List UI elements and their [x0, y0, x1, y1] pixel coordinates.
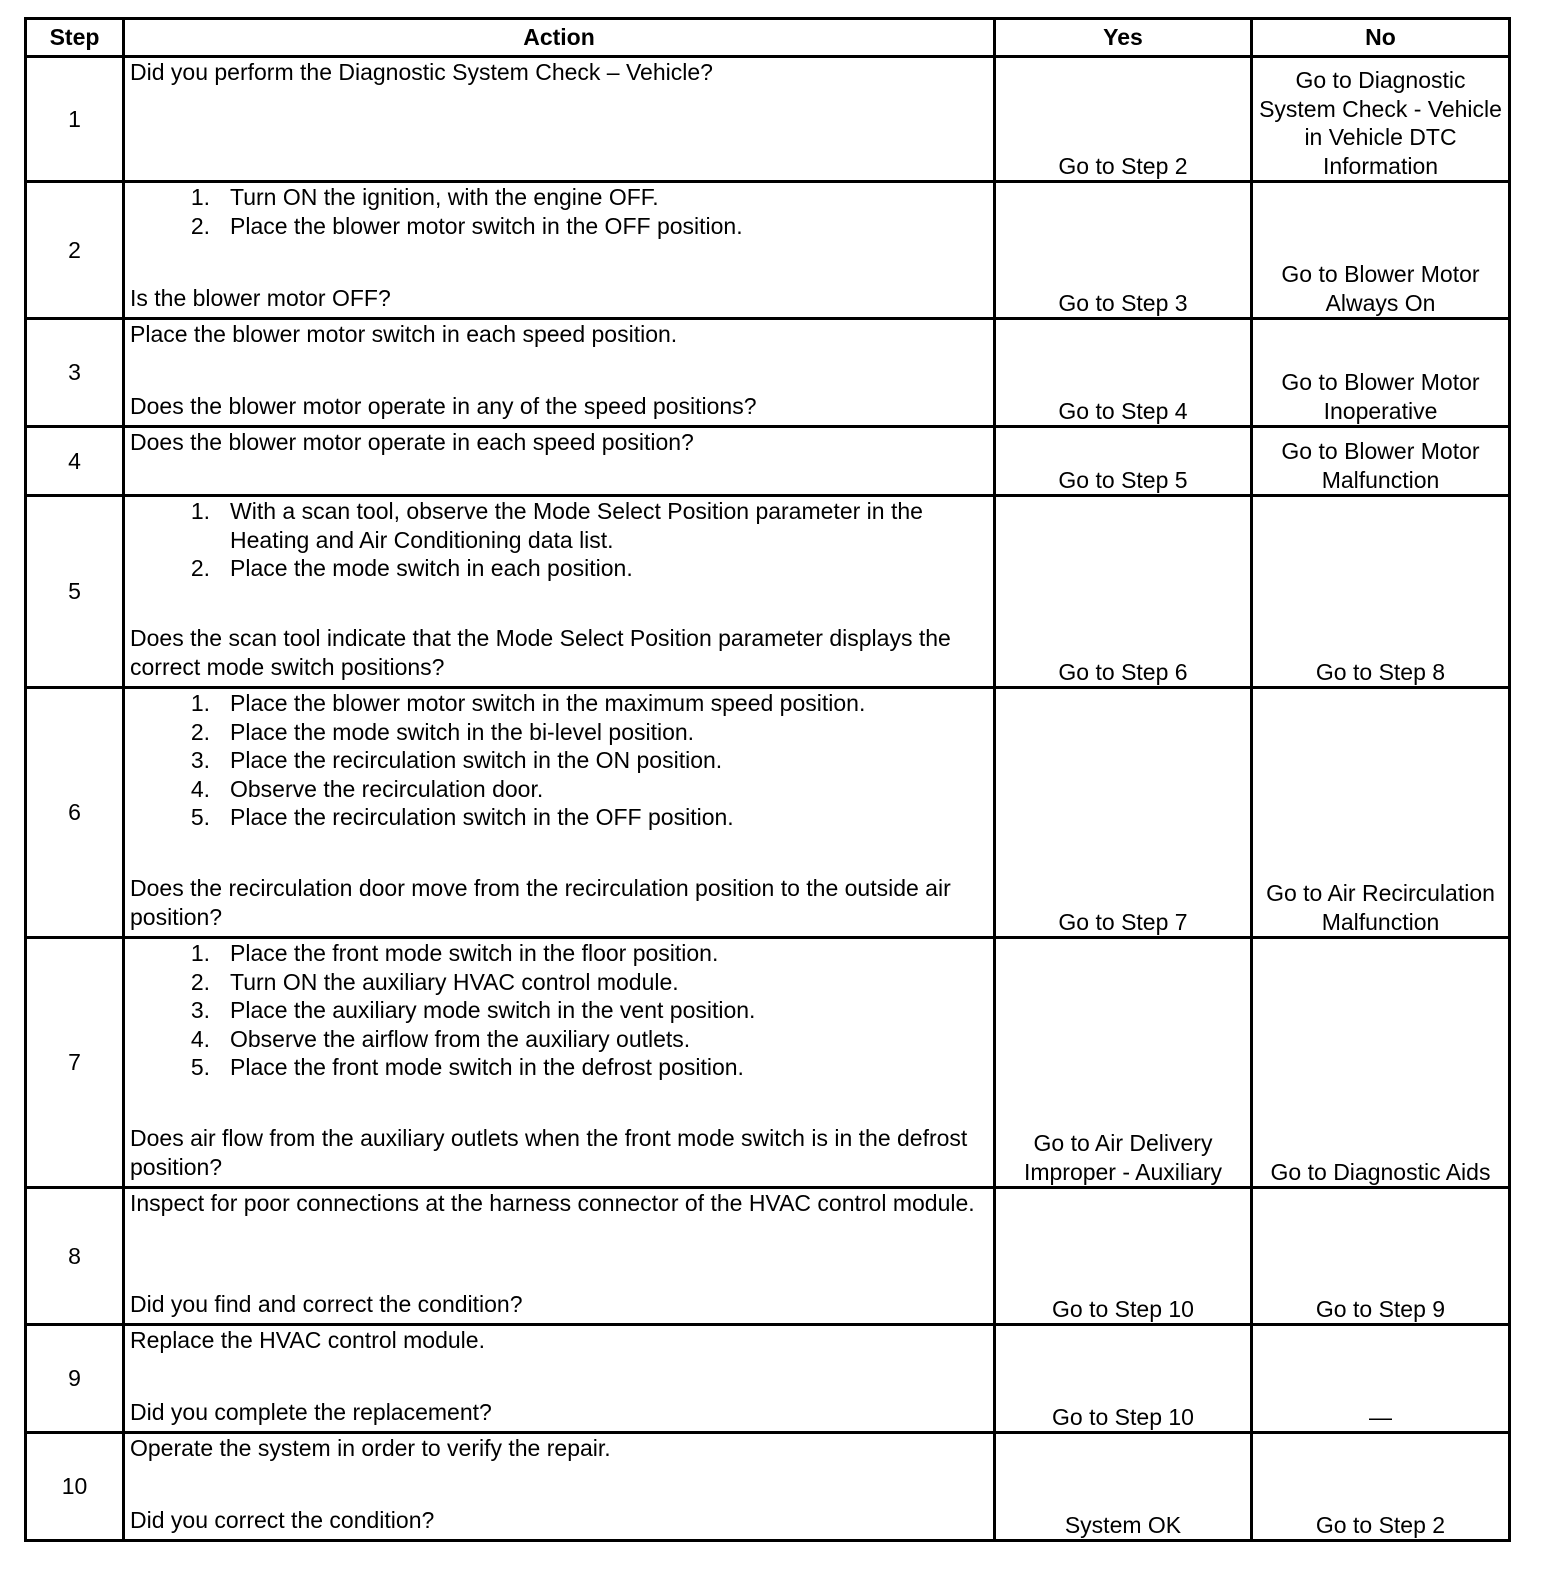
header-yes: Yes [995, 19, 1252, 57]
no-outcome: Go to Blower Motor Malfunction [1252, 427, 1510, 496]
step-item-number: 3. [190, 747, 210, 773]
step-item-number: 2. [190, 968, 210, 995]
step-number: 7 [26, 938, 124, 1188]
action-step-item [180, 689, 988, 718]
no-outcome: Go to Blower Motor Always On [1252, 182, 1510, 319]
table-row [26, 57, 1510, 182]
action-cell [124, 1188, 995, 1325]
step-item-text: Place the blower motor switch in the maximum speed position. [230, 690, 866, 716]
step-item-text: Place the mode switch in each position. [230, 555, 633, 581]
yes-outcome: Go to Step 4 [995, 319, 1252, 427]
step-number: 8 [26, 1188, 124, 1325]
step-item-number: 5. [190, 804, 210, 830]
table-row [26, 182, 1510, 319]
action-step-item [180, 968, 988, 997]
step-item-number: 1. [190, 498, 210, 524]
step-item-text: Place the front mode switch in the floor position. [230, 940, 719, 966]
table-row [26, 1325, 1510, 1433]
action-question: Did you perform the Diagnostic System Check – Vehicle? [130, 59, 713, 85]
action-instruction: Inspect for poor connections at the harness connector of the HVAC control module. [130, 1190, 975, 1216]
no-outcome: Go to Step 8 [1252, 496, 1510, 688]
step-item-text: Place the auxiliary mode switch in the vent position. [230, 997, 756, 1023]
step-item-number: 2. [190, 555, 210, 581]
action-question: Does the recirculation door move from the recirculation position to the outside air position? [130, 875, 951, 930]
step-number: 9 [26, 1325, 124, 1433]
step-item-number: 5. [190, 1054, 210, 1080]
action-question: Does the scan tool indicate that the Mode Select Position parameter displays the correct mode switch positions? [130, 625, 951, 680]
step-item-text: Observe the recirculation door. [230, 775, 544, 802]
action-cell [124, 1325, 995, 1433]
action-instruction: Replace the HVAC control module. [130, 1327, 485, 1353]
step-item-text: Place the recirculation switch in the ON position. [230, 747, 723, 773]
action-question: Does the blower motor operate in each speed position? [130, 429, 694, 455]
table-row [26, 1188, 1510, 1325]
action-step-item [180, 775, 988, 804]
yes-outcome: Go to Step 3 [995, 182, 1252, 319]
table-row [26, 1433, 1510, 1541]
action-cell [124, 1433, 995, 1541]
table-row [26, 319, 1510, 427]
action-cell [124, 688, 995, 938]
step-item-number: 1. [190, 184, 210, 210]
table-row [26, 427, 1510, 496]
action-step-item [180, 803, 988, 832]
no-outcome: Go to Air Recirculation Malfunction [1252, 688, 1510, 938]
diagnostic-table [24, 17, 1511, 1542]
action-cell [124, 57, 995, 182]
step-item-text: Place the front mode switch in the defrost position. [230, 1054, 744, 1080]
step-item-text: Place the blower motor switch in the OFF position. [230, 212, 743, 239]
action-instruction: Operate the system in order to verify the repair. [130, 1435, 611, 1461]
action-step-item [180, 497, 988, 554]
step-item-text: With a scan tool, observe the Mode Select Position parameter in the Heating and Air Conditioning data list. [230, 498, 923, 553]
header-row [26, 19, 1510, 57]
action-step-item [180, 996, 988, 1025]
no-outcome: Go to Step 9 [1252, 1188, 1510, 1325]
yes-outcome: Go to Step 10 [995, 1325, 1252, 1433]
step-number: 5 [26, 496, 124, 688]
header-action: Action [124, 19, 995, 57]
no-outcome: Go to Step 2 [1252, 1433, 1510, 1541]
table-row [26, 938, 1510, 1188]
step-number: 1 [26, 57, 124, 182]
action-cell [124, 182, 995, 319]
action-cell [124, 938, 995, 1188]
step-item-text: Place the mode switch in the bi-level position. [230, 718, 695, 745]
action-question: Did you complete the replacement? [130, 1398, 492, 1425]
action-step-item [180, 554, 988, 583]
step-item-text: Place the recirculation switch in the OFF position. [230, 804, 734, 830]
action-question: Did you correct the condition? [130, 1506, 435, 1533]
table-body [26, 57, 1510, 1541]
no-outcome: — [1252, 1325, 1510, 1433]
table-row [26, 496, 1510, 688]
action-question: Did you find and correct the condition? [130, 1290, 523, 1317]
no-outcome: Go to Blower Motor Inoperative [1252, 319, 1510, 427]
action-step-item [180, 212, 988, 241]
header-no: No [1252, 19, 1510, 57]
action-cell [124, 427, 995, 496]
action-step-list [130, 497, 988, 583]
step-number: 2 [26, 182, 124, 319]
table-row [26, 688, 1510, 938]
step-item-number: 1. [190, 690, 210, 716]
step-item-number: 3. [190, 997, 210, 1023]
step-item-number: 4. [190, 1025, 210, 1052]
step-item-number: 1. [190, 940, 210, 966]
action-step-item [180, 183, 988, 212]
action-step-list [130, 689, 988, 832]
action-question: Does the blower motor operate in any of the speed positions? [130, 392, 757, 419]
action-instruction: Place the blower motor switch in each speed position. [130, 321, 678, 347]
yes-outcome: Go to Step 6 [995, 496, 1252, 688]
yes-outcome: System OK [995, 1433, 1252, 1541]
action-step-list [130, 939, 988, 1082]
step-number: 6 [26, 688, 124, 938]
step-number: 3 [26, 319, 124, 427]
yes-outcome: Go to Step 2 [995, 57, 1252, 182]
step-item-text: Turn ON the auxiliary HVAC control module. [230, 968, 679, 995]
step-number: 10 [26, 1433, 124, 1541]
action-step-list [130, 183, 988, 240]
action-step-item [180, 746, 988, 775]
header-step: Step [26, 19, 124, 57]
step-item-number: 2. [190, 718, 210, 745]
action-step-item [180, 718, 988, 747]
step-item-number: 4. [190, 775, 210, 802]
action-step-item [180, 939, 988, 968]
step-number: 4 [26, 427, 124, 496]
no-outcome: Go to Diagnostic Aids [1252, 938, 1510, 1188]
action-step-item [180, 1025, 988, 1054]
yes-outcome: Go to Step 7 [995, 688, 1252, 938]
step-item-number: 2. [190, 212, 210, 239]
yes-outcome: Go to Air Delivery Improper - Auxiliary [995, 938, 1252, 1188]
yes-outcome: Go to Step 5 [995, 427, 1252, 496]
step-item-text: Observe the airflow from the auxiliary outlets. [230, 1025, 691, 1052]
action-step-item [180, 1053, 988, 1082]
action-cell [124, 319, 995, 427]
no-outcome: Go to Diagnostic System Check - Vehicle in Vehicle DTC Information [1252, 57, 1510, 182]
yes-outcome: Go to Step 10 [995, 1188, 1252, 1325]
action-cell [124, 496, 995, 688]
step-item-text: Turn ON the ignition, with the engine OFF. [230, 184, 659, 210]
action-question: Does air flow from the auxiliary outlets when the front mode switch is in the defrost position? [130, 1125, 968, 1180]
action-question: Is the blower motor OFF? [130, 284, 391, 311]
